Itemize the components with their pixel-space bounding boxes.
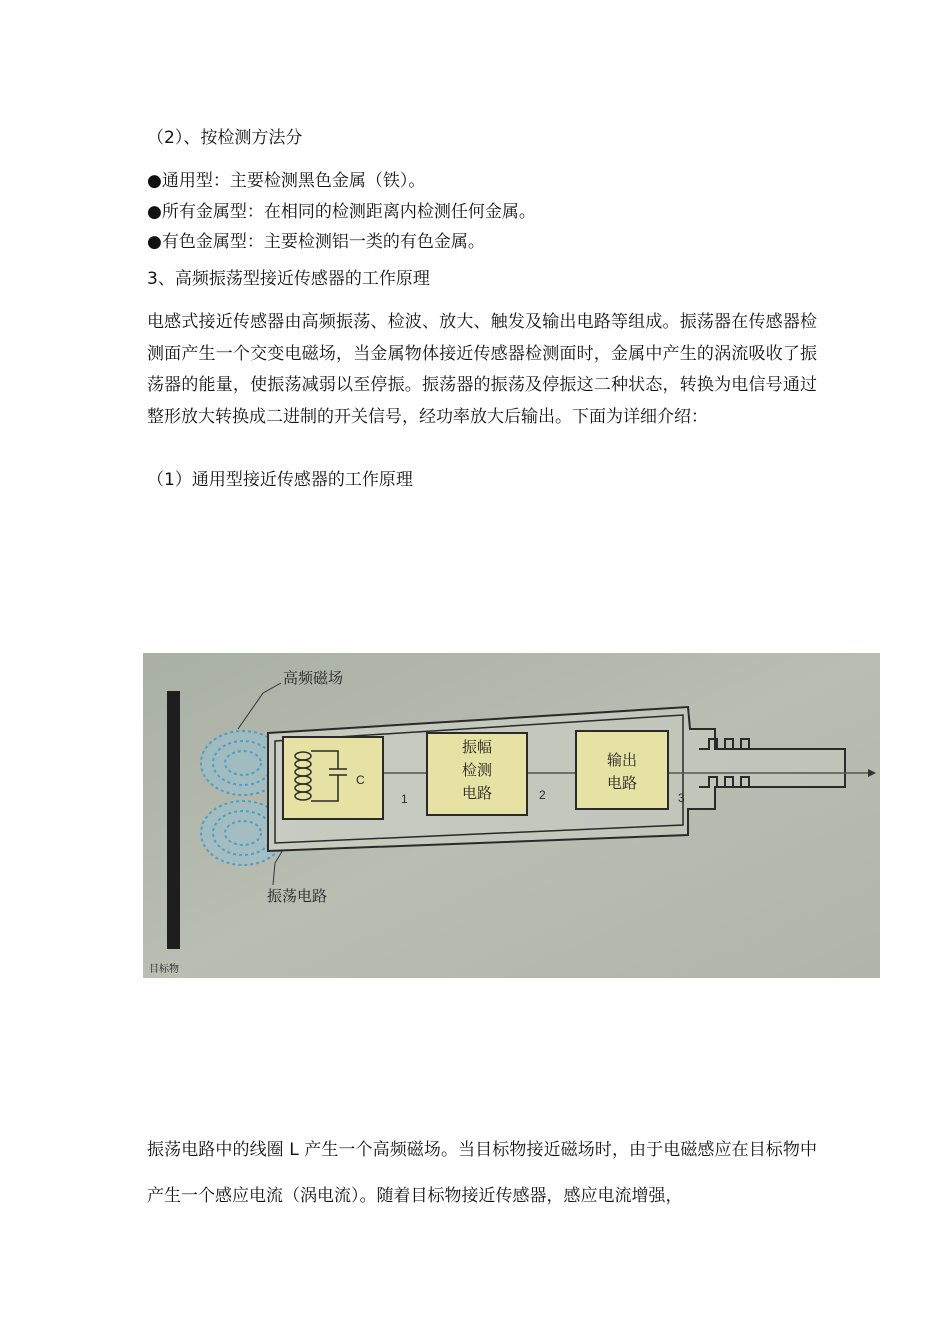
bullet-all-metal-type: ●所有金属型：在相同的检测距离内检测任何金属。 — [147, 202, 536, 222]
subheading-general-principle: （1）通用型接近传感器的工作原理 — [147, 470, 413, 490]
output-circuit-block — [576, 731, 668, 809]
label-high-frequency-field: 高频磁场 — [283, 669, 344, 687]
node-label-1: 1 — [401, 792, 408, 806]
output-block-line-2: 电路 — [606, 774, 638, 792]
bullet-nonferrous-type: ●有色金属型：主要检测铝一类的有色金属。 — [147, 232, 485, 252]
heading-working-principle: 3、高频振荡型接近传感器的工作原理 — [147, 269, 430, 289]
amplitude-block-line-3: 电路 — [461, 784, 493, 802]
heading-detection-method: （2）、按检测方法分 — [147, 128, 303, 148]
amplitude-block-line-2: 检测 — [461, 761, 493, 779]
intro-paragraph: 电感式接近传感器由高频振荡、检波、放大、触发及输出电路等组成。振荡器在传感器检测面产生一个交变电磁场，当金属物体接近传感器检测面时，金属中产生的涡流吸收了振荡器的能量，使振荡减弱以至停振。振荡器的振荡及停振这二种状态，转换为电信号通过整形放大转换成二进制的开关信号，经功率放大后输出。下面为详细介绍： — [147, 312, 817, 427]
bullet-general-type: ●通用型：主要检测黑色金属（铁）。 — [147, 171, 426, 191]
capacitor-label: C — [356, 773, 365, 787]
label-target-object: 目标物 — [149, 964, 179, 975]
label-oscillator-circuit: 振荡电路 — [267, 887, 328, 905]
node-label-3: 3 — [678, 791, 685, 805]
output-block-line-1: 输出 — [606, 751, 638, 769]
oscillator-block — [283, 737, 383, 819]
node-label-2: 2 — [539, 788, 546, 802]
sensor-diagram-photo — [143, 653, 880, 978]
target-object-bar — [167, 691, 180, 949]
amplitude-block-line-1: 振幅 — [461, 738, 493, 756]
bottom-paragraph: 振荡电路中的线圈 L 产生一个高频磁场。当目标物接近磁场时，由于电磁感应在目标物中产生一个感应电流（涡电流）。随着目标物接近传感器，感应电流增强， — [147, 1140, 817, 1206]
